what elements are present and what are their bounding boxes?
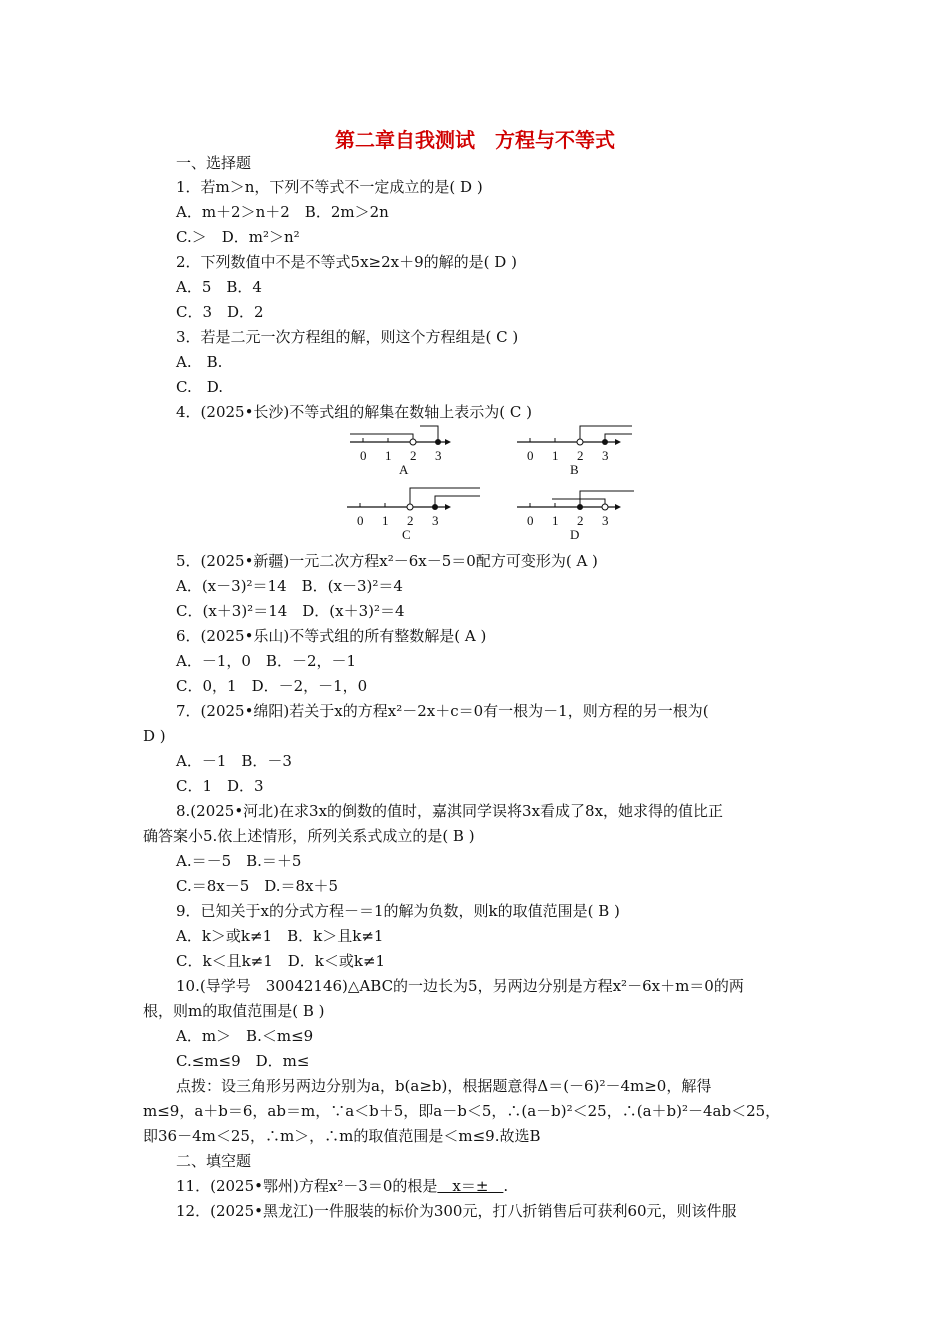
answer-options: C．0，1 D．－2，－1，0 <box>176 677 368 695</box>
answer-options: C.≤m≤9 D．m≤ <box>176 1052 310 1070</box>
tick-label: 1 <box>382 513 389 528</box>
answer-options: C．k＜且k≠1 D．k＜或k≠1 <box>176 952 386 970</box>
tick-label: 2 <box>577 448 584 463</box>
question-text: 确答案小5.依上述情形，所列关系式成立的是( B ) <box>143 827 475 845</box>
hint-text: m≤9，a＋b＝6，ab＝m，∵a＜b＋5，即a－b＜5，∴(a－b)²＜25，∴(a＋b)²－4ab＜25， <box>143 1102 781 1120</box>
hint-text: 即36－4m＜25，∴m＞，∴m的取值范围是＜m≤9.故选B <box>143 1127 541 1145</box>
hint-text: 点拨：设三角形另两边分别为a，b(a≥b)，根据题意得Δ＝(－6)²－4m≥0，解得 <box>176 1077 712 1095</box>
question-text: 12．(2025•黑龙江)一件服装的标价为300元，打八折销售后可获利60元，则该件服 <box>176 1202 737 1220</box>
answer-options: A．5 B．4 <box>176 278 262 296</box>
question-text: 3．若是二元一次方程组的解，则这个方程组是( C ) <box>176 328 519 346</box>
tick-label: 2 <box>577 513 584 528</box>
fill-in-answer: x＝± <box>437 1177 504 1195</box>
question-text: 8.(2025•河北)在求3x的倒数的值时，嘉淇同学误将3x看成了8x，她求得的值比正 <box>176 802 724 820</box>
question-text: 7．(2025•绵阳)若关于x的方程x²－2x＋c＝0有一根为－1，则方程的另一根为( <box>176 702 709 720</box>
option-label: C <box>402 527 411 542</box>
question-text: 2．下列数值中不是不等式5x≥2x＋9的解的是( D ) <box>176 253 517 271</box>
answer-options: C．3 D．2 <box>176 303 264 321</box>
question-text: 4．(2025•长沙)不等式组的解集在数轴上表示为( C ) <box>176 403 532 421</box>
answer-options: A．－1 B．－3 <box>176 752 292 770</box>
answer-options: C.＞ D．m²＞n² <box>176 228 300 246</box>
number-line-option-a <box>345 422 465 477</box>
tick-label: 1 <box>552 448 559 463</box>
answer-options: A.＝－5 B.＝＋5 <box>176 852 302 870</box>
answer-options: A．k＞或k≠1 B．k＞且k≠1 <box>176 927 384 945</box>
tick-label: 3 <box>602 513 609 528</box>
tick-label: 1 <box>552 513 559 528</box>
section-heading: 二、填空题 <box>176 1152 252 1170</box>
tick-label: 2 <box>410 448 417 463</box>
answer-options: A．(x－3)²＝14 B．(x－3)²＝4 <box>176 577 403 595</box>
question-stem: 11．(2025•鄂州)方程x²－3＝0的根是 <box>176 1177 438 1195</box>
tick-label: 0 <box>527 448 534 463</box>
question-text: 1．若m＞n，下列不等式不一定成立的是( D ) <box>176 178 483 196</box>
section-heading: 一、选择题 <box>176 154 252 172</box>
question-text: 5．(2025•新疆)一元二次方程x²－6x－5＝0配方可变形为( A ) <box>176 552 598 570</box>
tick-label: 3 <box>432 513 439 528</box>
answer-options: A. B. <box>176 353 223 371</box>
option-label: D <box>570 527 580 542</box>
number-line-option-c <box>342 487 482 542</box>
question-text: 10.(导学号 30042146)△ABC的一边长为5，另两边分别是方程x²－6x＋m＝0的两 <box>176 977 744 995</box>
number-line-option-d <box>512 487 637 542</box>
question-text: 6．(2025•乐山)不等式组的所有整数解是( A ) <box>176 627 487 645</box>
tick-label: 0 <box>360 448 367 463</box>
question-end: . <box>503 1177 509 1195</box>
page-title: 第二章自我测试 方程与不等式 <box>335 128 615 152</box>
answer-options: C．1 D．3 <box>176 777 264 795</box>
tick-label: 1 <box>385 448 392 463</box>
answer-options: A．m＞ B.＜m≤9 <box>176 1027 314 1045</box>
tick-label: 2 <box>407 513 414 528</box>
tick-label: 3 <box>602 448 609 463</box>
answer-options: C. D. <box>176 378 223 396</box>
question-text: 根，则m的取值范围是( B ) <box>143 1002 325 1020</box>
tick-label: 0 <box>357 513 364 528</box>
tick-label: 3 <box>435 448 442 463</box>
answer-options: C.＝8x－5 D.＝8x＋5 <box>176 877 339 895</box>
answer-options: C．(x＋3)²＝14 D．(x＋3)²＝4 <box>176 602 405 620</box>
option-label: A <box>399 462 409 477</box>
question-text <box>176 1176 508 1196</box>
option-label: B <box>570 462 579 477</box>
question-text: 9．已知关于x的分式方程－＝1的解为负数，则k的取值范围是( B ) <box>176 902 620 920</box>
answer-options: A．m＋2＞n＋2 B．2m＞2n <box>176 203 389 221</box>
answer-options: A．－1，0 B．－2，－1 <box>176 652 357 670</box>
question-text: D ) <box>143 727 166 745</box>
tick-label: 0 <box>527 513 534 528</box>
number-line-option-b <box>512 422 637 477</box>
